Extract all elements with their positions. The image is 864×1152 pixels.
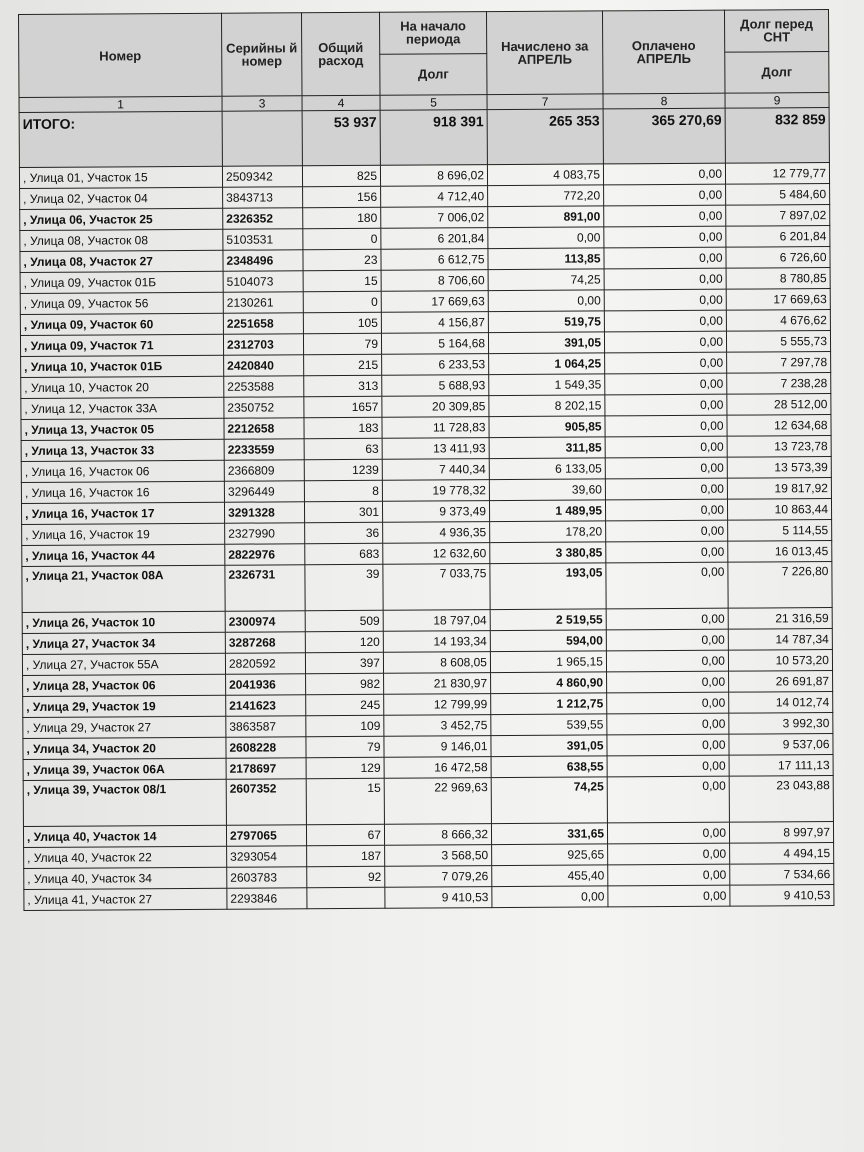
table-header — [19, 10, 830, 168]
serial-number: 2366809 — [224, 460, 304, 481]
serial-number: 2348496 — [223, 250, 303, 271]
charged-value: 391,05 — [491, 735, 607, 757]
charged-value: 193,05 — [490, 563, 606, 610]
paid-value: 0,00 — [605, 436, 727, 458]
paid-value: 0,00 — [608, 885, 730, 907]
charged-value: 519,75 — [488, 311, 604, 333]
charged-value: 74,25 — [491, 777, 607, 824]
debt-start-value: 8 608,05 — [383, 652, 490, 674]
debt-start-value: 20 309,85 — [382, 396, 489, 418]
header-consumption: Общий расход — [301, 12, 380, 95]
header-charged: Начислено за АПРЕЛЬ — [486, 11, 603, 95]
debt-start-value: 9 410,53 — [385, 887, 492, 909]
consumption-value: 23 — [303, 249, 381, 270]
consumption-value: 825 — [302, 165, 380, 186]
serial-number: 2608228 — [226, 737, 306, 758]
charged-value: 594,00 — [490, 630, 606, 652]
debt-end-value: 6 201,84 — [726, 226, 830, 248]
debt-end-value: 9 537,06 — [729, 734, 833, 756]
charged-value: 455,40 — [492, 865, 608, 887]
plot-name: , Улица 08, Участок 08 — [20, 229, 223, 251]
plot-name: , Улица 13, Участок 33 — [21, 439, 224, 461]
debt-end-value: 12 634,68 — [727, 415, 831, 437]
debt-end-value: 10 863,44 — [727, 499, 831, 521]
charged-value: 1 549,35 — [489, 374, 605, 396]
column-number: 9 — [725, 93, 829, 109]
consumption-value: 245 — [306, 694, 384, 715]
total-consumption: 53 937 — [302, 110, 380, 165]
charged-value: 772,20 — [488, 185, 604, 207]
paid-value: 0,00 — [606, 541, 728, 563]
consumption-value: 0 — [303, 228, 381, 249]
column-number: 3 — [222, 96, 302, 111]
debt-end-value: 13 723,78 — [727, 436, 831, 458]
debt-start-value: 7 440,34 — [382, 459, 489, 481]
debt-end-value: 10 573,20 — [728, 650, 832, 672]
consumption-value: 397 — [305, 652, 383, 673]
total-paid: 365 270,69 — [603, 108, 725, 164]
debt-end-value: 17 669,63 — [726, 289, 830, 311]
column-number: 1 — [19, 96, 222, 112]
serial-number: 2251658 — [223, 313, 303, 334]
serial-number: 3287268 — [225, 632, 305, 653]
debt-end-value: 8 780,85 — [726, 268, 830, 290]
plot-name: , Улица 08, Участок 27 — [20, 250, 223, 272]
plot-name: , Улица 12, Участок 33А — [21, 397, 224, 419]
serial-number: 2350752 — [224, 397, 304, 418]
charged-value: 0,00 — [492, 886, 608, 908]
consumption-value: 8 — [304, 480, 382, 501]
plot-name: , Улица 09, Участок 60 — [20, 313, 223, 335]
debt-end-value: 26 691,87 — [729, 671, 833, 693]
debt-start-value: 3 568,50 — [385, 845, 492, 867]
paid-value: 0,00 — [607, 692, 729, 714]
header-paid: Оплачено АПРЕЛЬ — [602, 10, 725, 94]
plot-name: , Улица 41, Участок 27 — [24, 888, 227, 910]
consumption-value: 109 — [306, 715, 384, 736]
debt-end-value: 7 897,02 — [726, 205, 830, 227]
debt-end-value: 14 012,74 — [729, 692, 833, 714]
debt-start-value: 12 799,99 — [384, 694, 491, 716]
column-number: 7 — [487, 94, 603, 110]
serial-number: 2233559 — [224, 439, 304, 460]
total-debt-start: 918 391 — [380, 110, 487, 166]
total-debt-end: 832 859 — [725, 108, 829, 164]
debt-end-value: 13 573,39 — [727, 457, 831, 479]
consumption-value: 105 — [303, 312, 381, 333]
debt-end-value: 5 555,73 — [726, 331, 830, 353]
charged-value: 925,65 — [492, 844, 608, 866]
total-serial — [222, 111, 302, 166]
consumption-value: 183 — [304, 417, 382, 438]
consumption-value: 313 — [304, 375, 382, 396]
debt-start-value: 7 006,02 — [381, 207, 488, 229]
serial-number: 5103531 — [223, 229, 303, 250]
debt-start-value: 11 728,83 — [382, 417, 489, 439]
charged-value: 8 202,15 — [489, 395, 605, 417]
debt-start-value: 13 411,93 — [382, 438, 489, 460]
plot-name: , Улица 16, Участок 06 — [21, 460, 224, 482]
plot-name: , Улица 29, Участок 27 — [23, 716, 226, 738]
debt-end-value: 23 043,88 — [729, 776, 833, 823]
paid-value: 0,00 — [604, 331, 726, 353]
plot-name: , Улица 09, Участок 71 — [20, 334, 223, 356]
table-row — [22, 562, 832, 613]
debt-end-value: 7 534,66 — [730, 864, 834, 886]
plot-name: , Улица 16, Участок 19 — [22, 523, 225, 545]
serial-number: 2141623 — [226, 695, 306, 716]
consumption-value: 156 — [303, 186, 381, 207]
serial-number: 3296449 — [224, 481, 304, 502]
debt-start-value: 9 146,01 — [384, 736, 491, 758]
serial-number: 2293846 — [227, 888, 307, 909]
charged-value: 1 212,75 — [491, 693, 607, 715]
debt-start-value: 22 969,63 — [384, 778, 491, 825]
charged-value: 178,20 — [490, 521, 606, 543]
plot-name: , Улица 13, Участок 05 — [21, 418, 224, 440]
paid-value: 0,00 — [607, 713, 729, 735]
debt-start-value: 18 797,04 — [383, 610, 490, 632]
plot-name: , Улица 21, Участок 08А — [22, 565, 225, 612]
header-serial: Серийны й номер — [221, 13, 302, 96]
header-debt-sub: Долг — [725, 51, 829, 93]
debt-start-value: 12 632,60 — [383, 543, 490, 565]
debt-start-value: 16 472,58 — [384, 757, 491, 779]
consumption-value: 36 — [305, 522, 383, 543]
serial-number: 2326352 — [223, 208, 303, 229]
consumption-value: 0 — [303, 291, 381, 312]
serial-number: 2312703 — [223, 334, 303, 355]
paid-value: 0,00 — [605, 499, 727, 521]
debt-start-value: 9 373,49 — [382, 501, 489, 523]
charged-value: 391,05 — [488, 332, 604, 354]
plot-name: , Улица 26, Участок 10 — [22, 611, 225, 633]
serial-number: 2041936 — [226, 674, 306, 695]
plot-name: , Улица 39, Участок 08/1 — [23, 779, 226, 826]
consumption-value: 1239 — [304, 459, 382, 480]
charged-value: 1 064,25 — [489, 353, 605, 375]
serial-number: 3293054 — [227, 846, 307, 867]
debt-start-value: 7 079,26 — [385, 866, 492, 888]
consumption-value: 1657 — [304, 396, 382, 417]
plot-name: , Улица 16, Участок 17 — [21, 502, 224, 524]
total-charged: 265 353 — [487, 109, 603, 165]
paid-value: 0,00 — [604, 268, 726, 290]
serial-number: 2327990 — [225, 523, 305, 544]
plot-name: , Улица 40, Участок 34 — [24, 867, 227, 889]
debt-end-value: 12 779,77 — [725, 163, 829, 185]
paid-value: 0,00 — [605, 352, 727, 374]
serial-number: 2822976 — [225, 544, 305, 565]
paid-value: 0,00 — [606, 520, 728, 542]
consumption-value: 509 — [305, 610, 383, 631]
charged-value: 331,65 — [491, 823, 607, 845]
consumption-value: 129 — [306, 757, 384, 778]
consumption-value: 67 — [306, 824, 384, 845]
total-row — [19, 108, 829, 168]
debt-end-value: 17 111,13 — [729, 755, 833, 777]
debt-start-value: 17 669,63 — [381, 291, 488, 313]
debt-end-value: 28 512,00 — [727, 394, 831, 416]
debt-start-value: 6 233,53 — [382, 354, 489, 376]
plot-name: , Улица 40, Участок 22 — [24, 846, 227, 868]
debt-start-value: 6 201,84 — [381, 228, 488, 250]
serial-number: 2300974 — [225, 611, 305, 632]
serial-number: 2607352 — [226, 779, 306, 825]
debt-report-table — [18, 9, 834, 911]
debt-end-value: 4 494,15 — [730, 843, 834, 865]
charged-value: 638,55 — [491, 756, 607, 778]
debt-start-value: 4 712,40 — [381, 186, 488, 208]
column-number: 4 — [302, 95, 380, 110]
debt-end-value: 6 726,60 — [726, 247, 830, 269]
paid-value: 0,00 — [606, 608, 728, 630]
consumption-value: 79 — [303, 333, 381, 354]
plot-name: , Улица 09, Участок 01Б — [20, 271, 223, 293]
debt-report-sheet — [18, 9, 835, 911]
serial-number: 5104073 — [223, 271, 303, 292]
header-period-start: На начало периода — [379, 12, 486, 54]
debt-end-value: 5 484,60 — [726, 184, 830, 206]
column-number: 5 — [380, 95, 487, 111]
charged-value: 1 489,95 — [489, 500, 605, 522]
serial-number: 3291328 — [224, 502, 304, 523]
charged-value: 0,00 — [488, 290, 604, 312]
charged-value: 2 519,55 — [490, 609, 606, 631]
debt-start-value: 8 696,02 — [380, 165, 487, 187]
paid-value: 0,00 — [604, 226, 726, 248]
table-body — [19, 163, 834, 911]
charged-value: 539,55 — [491, 714, 607, 736]
debt-end-value: 16 013,45 — [728, 541, 832, 563]
paid-value: 0,00 — [606, 629, 728, 651]
charged-value: 1 965,15 — [490, 651, 606, 673]
serial-number: 2820592 — [225, 653, 305, 674]
debt-start-value: 7 033,75 — [383, 564, 490, 611]
paid-value: 0,00 — [604, 310, 726, 332]
debt-end-value: 7 297,78 — [727, 352, 831, 374]
paid-value: 0,00 — [604, 247, 726, 269]
consumption-value: 79 — [306, 736, 384, 757]
paid-value: 0,00 — [604, 289, 726, 311]
paid-value: 0,00 — [606, 650, 728, 672]
debt-start-value: 4 936,35 — [383, 522, 490, 544]
charged-value: 891,00 — [488, 206, 604, 228]
debt-start-value: 5 688,93 — [382, 375, 489, 397]
paid-value: 0,00 — [604, 184, 726, 206]
charged-value: 39,60 — [489, 479, 605, 501]
plot-name: , Улица 28, Участок 06 — [23, 674, 226, 696]
paid-value: 0,00 — [608, 843, 730, 865]
plot-name: , Улица 27, Участок 34 — [22, 632, 225, 654]
debt-end-value: 14 787,34 — [728, 629, 832, 651]
paid-value: 0,00 — [607, 822, 729, 844]
plot-name: , Улица 40, Участок 14 — [23, 825, 226, 847]
table-row — [23, 776, 833, 827]
paid-value: 0,00 — [605, 457, 727, 479]
paid-value: 0,00 — [605, 373, 727, 395]
consumption-value: 92 — [307, 866, 385, 887]
debt-start-value: 19 778,32 — [382, 480, 489, 502]
consumption-value: 683 — [305, 543, 383, 564]
debt-start-value: 8 666,32 — [384, 824, 491, 846]
debt-start-value: 5 164,68 — [381, 333, 488, 355]
serial-number: 2603783 — [227, 867, 307, 888]
plot-name: , Улица 10, Участок 01Б — [21, 355, 224, 377]
plot-name: , Улица 34, Участок 20 — [23, 737, 226, 759]
serial-number: 3863587 — [226, 716, 306, 737]
debt-start-value: 6 612,75 — [381, 249, 488, 271]
plot-name: , Улица 16, Участок 44 — [22, 544, 225, 566]
plot-name: , Улица 39, Участок 06А — [23, 758, 226, 780]
consumption-value: 187 — [307, 845, 385, 866]
debt-end-value: 8 997,97 — [729, 822, 833, 844]
paid-value: 0,00 — [605, 394, 727, 416]
serial-number: 2253588 — [224, 376, 304, 397]
paid-value: 0,00 — [608, 864, 730, 886]
header-number: Номер — [19, 13, 223, 97]
total-label: ИТОГО: — [19, 111, 222, 167]
charged-value: 905,85 — [489, 416, 605, 438]
charged-value: 3 380,85 — [490, 542, 606, 564]
debt-start-value: 8 706,60 — [381, 270, 488, 292]
serial-number: 2326731 — [225, 565, 305, 611]
debt-end-value: 3 992,30 — [729, 713, 833, 735]
charged-value: 0,00 — [488, 227, 604, 249]
plot-name: , Улица 16, Участок 16 — [21, 481, 224, 503]
charged-value: 4 860,90 — [491, 672, 607, 694]
serial-number: 2178697 — [226, 758, 306, 779]
plot-name: , Улица 10, Участок 20 — [21, 376, 224, 398]
debt-start-value: 21 830,97 — [384, 673, 491, 695]
consumption-value: 215 — [304, 354, 382, 375]
consumption-value — [307, 887, 385, 908]
charged-value: 113,85 — [488, 248, 604, 270]
column-number: 8 — [603, 93, 725, 109]
charged-value: 74,25 — [488, 269, 604, 291]
debt-start-value: 4 156,87 — [381, 312, 488, 334]
paid-value: 0,00 — [606, 562, 728, 609]
paid-value: 0,00 — [607, 776, 729, 823]
consumption-value: 982 — [306, 673, 384, 694]
paid-value: 0,00 — [604, 205, 726, 227]
paid-value: 0,00 — [603, 163, 725, 185]
plot-name: , Улица 27, Участок 55А — [22, 653, 225, 675]
paid-value: 0,00 — [607, 755, 729, 777]
serial-number: 2420840 — [224, 355, 304, 376]
plot-name: , Улица 29, Участок 19 — [23, 695, 226, 717]
consumption-value: 120 — [305, 631, 383, 652]
plot-name: , Улица 02, Участок 04 — [20, 187, 223, 209]
debt-start-value: 3 452,75 — [384, 715, 491, 737]
consumption-value: 15 — [303, 270, 381, 291]
debt-end-value: 9 410,53 — [730, 885, 834, 907]
debt-end-value: 19 817,92 — [727, 478, 831, 500]
debt-end-value: 4 676,62 — [726, 310, 830, 332]
table-row — [24, 885, 834, 911]
charged-value: 4 083,75 — [487, 164, 603, 186]
paid-value: 0,00 — [607, 671, 729, 693]
consumption-value: 301 — [304, 501, 382, 522]
consumption-value: 39 — [305, 564, 383, 610]
consumption-value: 63 — [304, 438, 382, 459]
plot-name: , Улица 09, Участок 56 — [20, 292, 223, 314]
debt-end-value: 21 316,59 — [728, 608, 832, 630]
debt-start-value: 14 193,34 — [383, 631, 490, 653]
consumption-value: 180 — [303, 207, 381, 228]
plot-name: , Улица 01, Участок 15 — [19, 166, 222, 188]
serial-number: 2797065 — [226, 825, 306, 846]
paid-value: 0,00 — [605, 415, 727, 437]
consumption-value: 15 — [306, 778, 384, 824]
serial-number: 2509342 — [222, 166, 302, 187]
paid-value: 0,00 — [607, 734, 729, 756]
header-period-start-debt: Долг — [380, 53, 487, 95]
debt-end-value: 7 238,28 — [727, 373, 831, 395]
serial-number: 2212658 — [224, 418, 304, 439]
debt-end-value: 7 226,80 — [728, 562, 832, 609]
serial-number: 3843713 — [223, 187, 303, 208]
debt-end-value: 5 114,55 — [728, 520, 832, 542]
charged-value: 311,85 — [489, 437, 605, 459]
plot-name: , Улица 06, Участок 25 — [20, 208, 223, 230]
paid-value: 0,00 — [605, 478, 727, 500]
charged-value: 6 133,05 — [489, 458, 605, 480]
serial-number: 2130261 — [223, 292, 303, 313]
header-debt: Долг перед СНТ — [724, 10, 828, 52]
